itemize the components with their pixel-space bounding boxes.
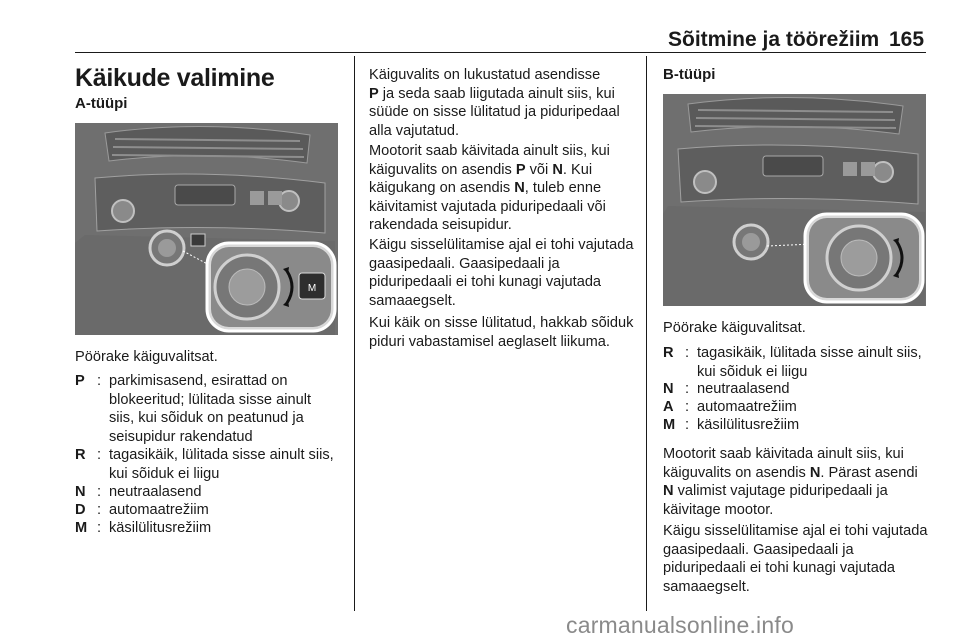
- gear-sep: :: [96, 520, 102, 536]
- gear-row-n: [75, 483, 337, 502]
- bold-gear-p: P: [369, 85, 379, 102]
- gear-code: R: [663, 345, 674, 361]
- gear-row-n: [663, 380, 925, 399]
- gear-code: N: [663, 381, 674, 397]
- text-run: ja seda saab liigutada ainult siis, kui süüde on sisse lülitatud ja piduripedaal alla vajutatud.: [369, 85, 620, 139]
- page-number: 165: [889, 28, 925, 51]
- gear-sep: :: [96, 447, 102, 463]
- type-b-paragraph-1: [663, 445, 929, 519]
- bold-gear-n: N: [663, 483, 674, 500]
- text-run: Mootorit saab käivitada ainult siis, kui käiguvalits on asendis: [663, 446, 904, 481]
- section-title: Käikude valimine: [75, 64, 275, 92]
- gear-row-r: [75, 446, 337, 483]
- middle-paragraph-4: Kui käik on sisse lülitatud, hakkab sõiduk piduri vabastamisel aeglaselt liikuma.: [369, 315, 634, 350]
- bold-gear-n: N: [514, 180, 525, 197]
- text-run: , tuleb enne käivitamist vajutada piduripedaali või rakendada seisupidur.: [369, 180, 606, 234]
- gear-desc: neutraalasend: [697, 381, 790, 397]
- header-rule: [75, 52, 926, 53]
- column-divider-left: [354, 56, 355, 611]
- gear-sep: :: [684, 417, 690, 433]
- text-run: . Kui käigukang on asendis: [369, 161, 593, 197]
- gear-code: P: [75, 373, 85, 389]
- gear-sep: :: [684, 399, 690, 415]
- gear-desc: tagasikäik, lülitada sisse ainult siis, kui sõiduk ei liigu: [109, 447, 334, 482]
- gear-desc: käsilülitusrežiim: [697, 417, 800, 433]
- type-a-gear-selector-image: [75, 123, 338, 335]
- text-run: . Pärast asendi: [820, 464, 918, 481]
- text-run: valimist vajutage piduripedaali ja käivitage mootor.: [663, 483, 888, 518]
- gear-desc: automaatrežiim: [109, 502, 209, 518]
- gear-code: D: [75, 502, 86, 518]
- text-run: Käiguvalits on lukustatud asendisse: [369, 67, 601, 83]
- gear-row-d: [75, 501, 337, 520]
- gear-row-r: [663, 344, 925, 381]
- type-b-paragraph-2: Käigu sisselülitamise ajal ei tohi vajutada gaasipedaali. Gaasipedaali ja piduripedaali ei tohi kunagi vajutada samaaegselt.: [663, 523, 928, 595]
- middle-paragraph-1: [369, 66, 635, 140]
- middle-paragraph-2: [369, 142, 635, 235]
- gear-desc: neutraalasend: [109, 484, 202, 500]
- gear-desc: tagasikäik, lülitada sisse ainult siis, kui sõiduk ei liigu: [697, 345, 922, 380]
- gear-code: R: [75, 447, 86, 463]
- middle-paragraph-3: Käigu sisselülitamise ajal ei tohi vajutada gaasipedaali. Gaasipedaali ja piduripedaali ei tohi kunagi vajutada samaaegselt.: [369, 237, 634, 309]
- gear-sep: :: [96, 484, 102, 500]
- type-a-instruction: Pöörake käiguvalitsat.: [75, 349, 218, 365]
- gear-desc: käsilülitusrežiim: [109, 520, 212, 536]
- gear-sep: :: [96, 502, 102, 518]
- gear-row-m: [75, 519, 337, 538]
- type-b-instruction: Pöörake käiguvalitsat.: [663, 320, 806, 336]
- gear-row-m: [663, 416, 925, 435]
- text-run: Mootorit saab käivitada ainult siis, kui käiguvalits on asendis: [369, 143, 610, 178]
- gear-code: M: [75, 520, 88, 536]
- bold-gear-p: P: [515, 161, 526, 178]
- manual-mode-button-label: M: [307, 283, 317, 294]
- bold-gear-n: N: [809, 464, 821, 481]
- gear-desc: parkimisasend, esirattad on blokeeritud; lülitada sisse ainult siis, kui sõiduk on peatunud ja seisupidur rakendatud: [109, 373, 311, 445]
- text-run: või: [525, 161, 553, 178]
- gear-row-p: [75, 372, 337, 446]
- type-a-subheading: A-tüüpi: [75, 95, 128, 112]
- bold-gear-n: N: [552, 161, 563, 178]
- gear-sep: :: [684, 381, 690, 397]
- watermark: carmanualsonline.info: [566, 612, 794, 638]
- gear-row-a: [663, 398, 925, 417]
- gear-code: N: [75, 484, 86, 500]
- gear-sep: :: [96, 373, 102, 389]
- gear-code: A: [663, 399, 674, 415]
- gear-code: M: [663, 417, 676, 433]
- column-divider-right: [646, 56, 647, 611]
- gear-desc: automaatrežiim: [697, 399, 797, 415]
- running-header-title: Sõitmine ja töörežiim: [668, 28, 880, 51]
- type-b-gear-selector-image: [663, 94, 926, 306]
- type-b-subheading: B-tüüpi: [663, 66, 716, 83]
- gear-sep: :: [684, 345, 690, 361]
